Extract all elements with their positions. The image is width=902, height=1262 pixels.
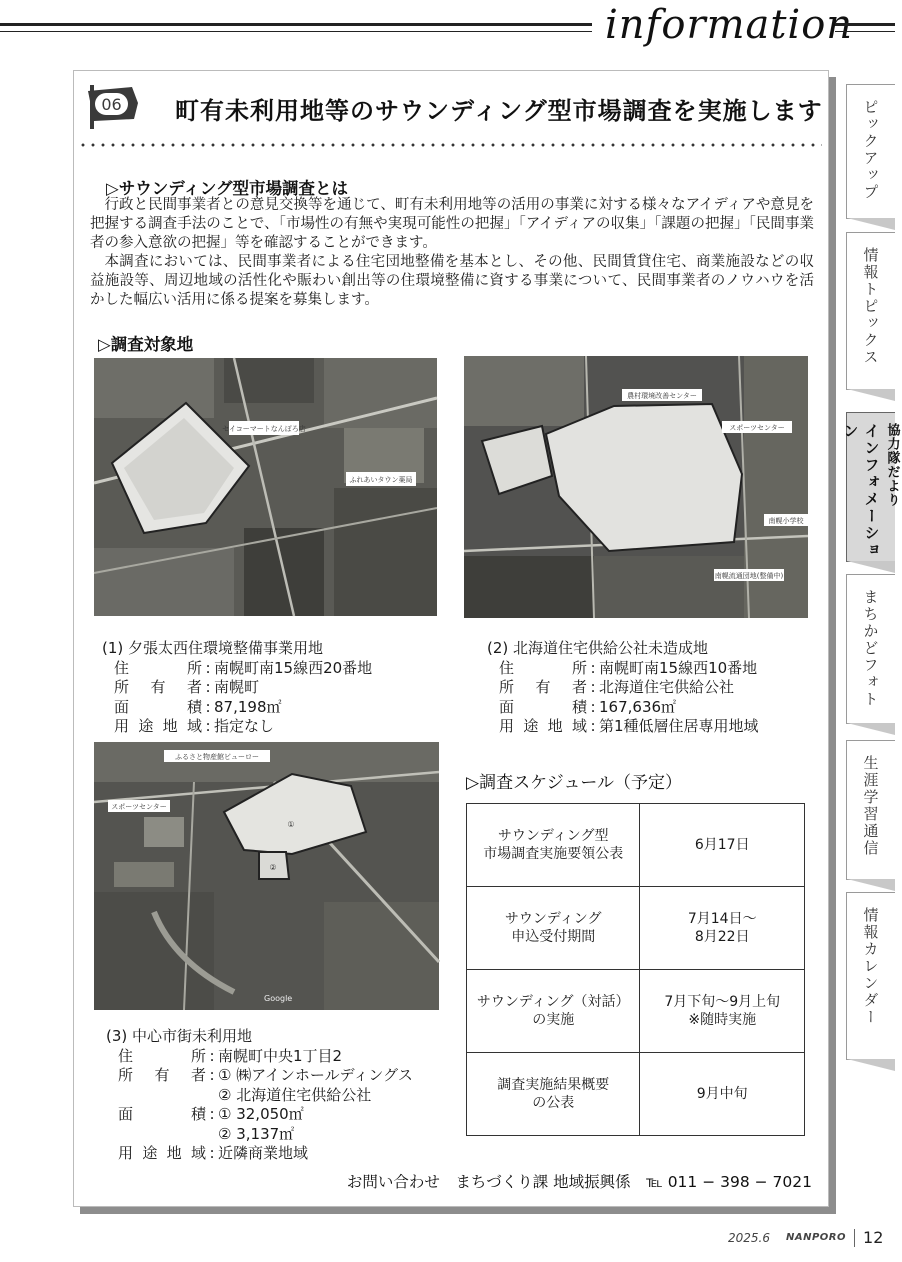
schedule-table	[466, 803, 805, 1136]
header-rule-left	[0, 23, 592, 32]
tab-lifelong-learning[interactable]: 生涯学習通信	[846, 740, 895, 880]
site-3-aerial-photo	[94, 742, 439, 1010]
dotted-divider	[78, 143, 822, 147]
svg-text:Google: Google	[264, 994, 293, 1003]
article-panel	[73, 70, 829, 1207]
flag-number-icon	[84, 81, 148, 129]
section-heading-schedule: ▷調査スケジュール（予定）	[466, 773, 683, 793]
table-row: サウンディング 申込受付期間 7月14日〜 8月22日	[467, 887, 805, 970]
tab-information[interactable]: インフォメーション 協力隊だより	[846, 412, 895, 562]
site-2-aerial-photo	[464, 356, 808, 618]
brand-logo: NANPORO	[786, 1232, 847, 1243]
about-text	[90, 196, 814, 310]
site-3-title: (3) 中心市街未利用地	[106, 1027, 253, 1045]
svg-text:南幌流通団地(整備中): 南幌流通団地(整備中)	[714, 572, 784, 580]
svg-text:ふれあいタウン薬局: ふれあいタウン薬局	[349, 476, 413, 484]
svg-text:①: ①	[287, 820, 295, 829]
svg-text:ふるさと物産館ビューロー: ふるさと物産館ビューロー	[175, 753, 259, 761]
footer-divider	[854, 1229, 855, 1247]
section-title: information	[605, 2, 854, 48]
svg-text:②: ②	[269, 863, 277, 872]
contact-info: お問い合わせ まちづくり課 地域振興係 ℡ 011 − 398 − 7021	[346, 1173, 812, 1191]
svg-text:06: 06	[101, 95, 122, 114]
table-row: サウンディング（対話） の実施 7月下旬〜9月上旬 ※随時実施	[467, 970, 805, 1053]
about-para-2: 本調査においては、民間事業者による住宅団地整備を基本とし、その他、民間賃貸住宅、商業施設などの収益施設等、周辺地域の活性化や賑わい創出等の住環境整備に資する事業について、民間事業者のノウハウを活かした幅広い活用に係る提案を募集します。	[90, 254, 814, 308]
about-para-1: 行政と民間事業者との意見交換等を通じて、町有未利用地等の活用の事業に対する様々なアイディアや意見を把握する調査手法のことで、「市場性の有無や実現可能性の把握」「アイディアの収集」「課題の把握」「民間事業者の参入意欲の把握」等を確認することができます。	[90, 197, 814, 251]
svg-text:スポーツセンター: スポーツセンター	[729, 424, 785, 432]
header-rule-right	[835, 23, 895, 32]
site-1-aerial-photo	[94, 358, 437, 616]
site-1-details: (1) 夕張太西住環境整備事業用地 住所 : 南幌町南15線西20番地 所有者 : 南幌町 面積 : 87,198㎡ 用途地域 : 指定なし	[102, 639, 373, 735]
svg-text:スポーツセンター: スポーツセンター	[111, 803, 167, 811]
article-title: 町有未利用地等のサウンディング型市場調査を実施します	[175, 97, 823, 125]
tab-info-topics[interactable]: 情報トピックス	[846, 232, 895, 390]
site-1-title: (1) 夕張太西住環境整備事業用地	[102, 639, 324, 657]
svg-text:農村環境改善センター: 農村環境改善センター	[627, 392, 697, 400]
tab-info-calendar[interactable]: 情報カレンダー	[846, 892, 895, 1060]
tab-machikado-photo[interactable]: まちかどフォト	[846, 574, 895, 724]
site-2-title: (2) 北海道住宅供給公社未造成地	[487, 639, 709, 657]
site-2-details: (2) 北海道住宅供給公社未造成地 住所 : 南幌町南15線西10番地 所有者 : 北海道住宅供給公社 面積 : 167,636㎡ 用途地域 : 第1種低層住居専用地域	[487, 639, 759, 735]
svg-text:セイコーマートなんぽろ店: セイコーマートなんぽろ店	[222, 425, 306, 433]
svg-text:南幌小学校: 南幌小学校	[768, 517, 804, 525]
page-number: 12	[863, 1228, 884, 1247]
section-heading-about: ▷サウンディング型市場調査とは	[106, 179, 349, 198]
table-row: 調査実施結果概要 の公表 9月中旬	[467, 1053, 805, 1136]
page-footer	[728, 1228, 883, 1247]
tab-pickup[interactable]: ピックアップ	[846, 84, 895, 219]
table-row: サウンディング型 市場調査実施要領公表 6月17日	[467, 804, 805, 887]
site-3-details: (3) 中心市街未利用地 住所 : 南幌町中央1丁目2 所有者 : ① ㈱アインホールディングス ② 北海道住宅供給公社 面積 : ① 32,050㎡ ② 3,137㎡ 用途地域 : 近隣商業地域	[106, 1027, 413, 1162]
section-heading-sites: ▷調査対象地	[98, 335, 194, 354]
issue-date: 2025.6	[728, 1230, 770, 1245]
